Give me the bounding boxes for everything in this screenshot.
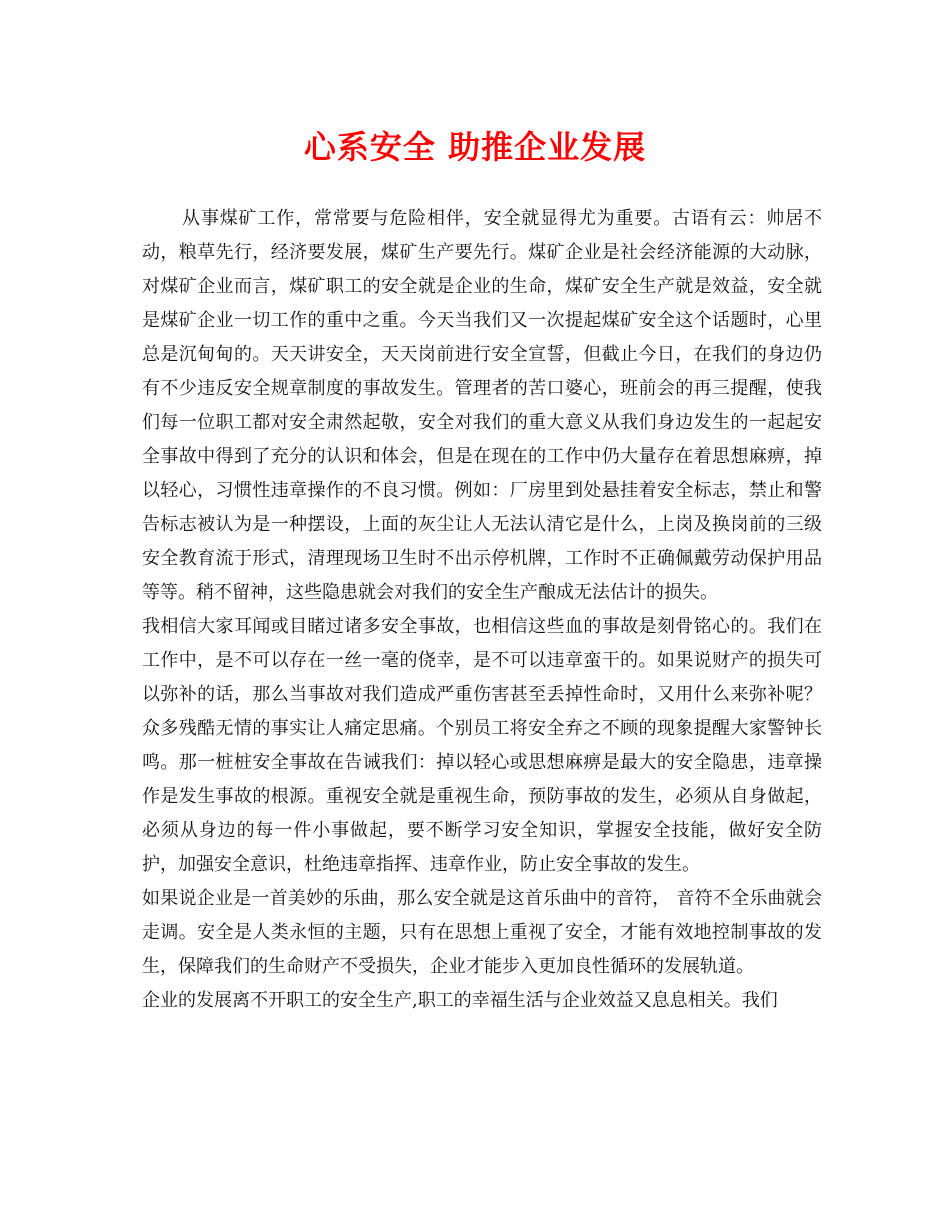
paragraph: 从事煤矿工作，常常要与危险相伴，安全就显得尤为重要。古语有云：帅居不动，粮草先行，经济要发展，煤矿生产要先行。煤矿企业是社会经济能源的大动脉，对煤矿企业而言，煤矿职工的安全就是企业的生命，煤矿安全生产就是效益，安全就是煤矿企业一切工作的重中之重。今天当我们又一次提起煤矿安全这个话题时，心里总是沉甸甸的。天天讲安全，天天岗前进行安全宣誓，但截止今日，在我们的身边仍有不少违反安全规章制度的事故发生。管理者的苦口婆心，班前会的再三提醒，使我们每一位职工都对安全肃然起敬，安全对我们的重大意义从我们身边发生的一起起安全事故中得到了充分的认识和体会，但是在现在的工作中仍大量存在着思想麻痹，掉以轻心，习惯性违章操作的不良习惯。例如：厂房里到处悬挂着安全标志，禁止和警告标志被认为是一种摆设，上面的灰尘让人无法认清它是什么，上岗及换岗前的三级安全教育流于形式，清理现场卫生时不出示停机牌，工作时不正确佩戴劳动保护用品等等。稍不留神，这些隐患就会对我们的安全生产酿成无法估计的损失。 [142,208,822,603]
paragraph: 我相信大家耳闻或目睹过诸多安全事故，也相信这些血的事故是刻骨铭心的。我们在工作中，是不可以存在一丝一毫的侥幸，是不可以违章蛮干的。如果说财产的损失可以弥补的话，那么当事故对我们造成严重伤害甚至丢掉性命时，又用什么来弥补呢？众多残酷无情的事实让人痛定思痛。个别员工将安全弃之不顾的现象提醒大家警钟长鸣。那一桩桩安全事故在告诫我们：掉以轻心或思想麻痹是最大的安全隐患，违章操作是发生事故的根源。重视安全就是重视生命，预防事故的发生，必须从自身做起，必须从身边的每一件小事做起，要不断学习安全知识，掌握安全技能，做好安全防护，加强安全意识，杜绝违章指挥、违章作业，防止安全事故的发生。 [142,616,822,875]
document-title: 心系安全 助推企业发展 [303,128,647,166]
paragraph: 企业的发展离不开职工的安全生产,职工的幸福生活与企业效益又息息相关。我们 [142,990,778,1011]
document-body [142,202,822,1018]
paragraph: 如果说企业是一首美妙的乐曲，那么安全就是这首乐曲中的音符， 音符不全乐曲就会走调。安全是人类永恒的主题，只有在思想上重视了安全，才能有效地控制事故的发生，保障我们的生命财产不受损失，企业才能步入更加良性循环的发展轨道。 [142,888,822,977]
